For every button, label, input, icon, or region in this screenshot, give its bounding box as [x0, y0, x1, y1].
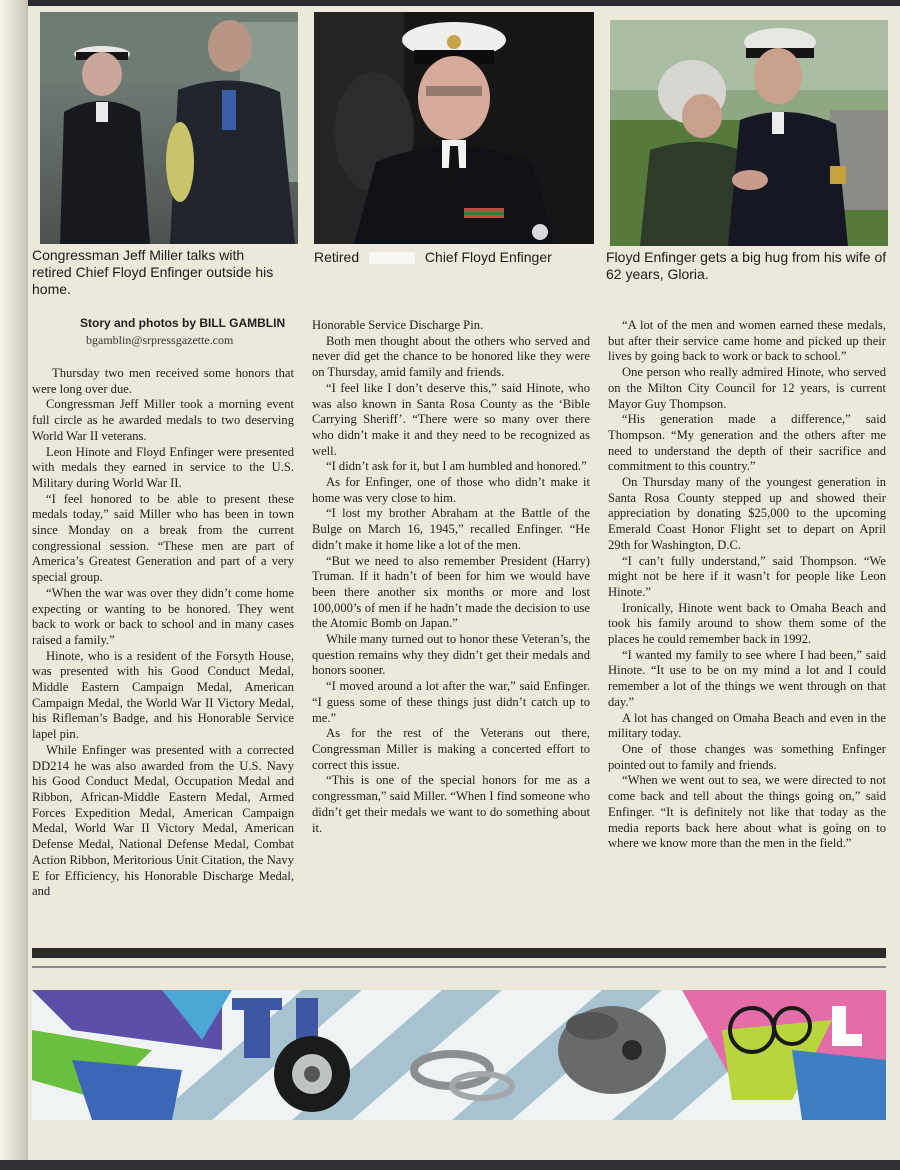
article-paragraph: “But we need to also remember President (Harry) Truman. If it hadn’t of been for him we would have been there another six months or more and lost 100,000’s of men if he hadn’t made the decision to use the Atomic Bomb on Japan.”	[312, 553, 590, 631]
page-spine	[0, 0, 28, 1170]
caption-photo1: Congressman Jeff Miller talks with retired Chief Floyd Enfinger outside his home.	[32, 247, 274, 297]
article-paragraph: “His generation made a difference,” said Thompson. “My generation and the others after me need to understand the depth of their sacrifice and commitment to this country.”	[608, 412, 886, 474]
caption-photo2-part2: Chief Floyd Enfinger	[424, 249, 552, 265]
caption-photo2	[314, 249, 594, 266]
article-paragraph: While many turned out to honor these Veteran’s, the question remains why they didn’t get their medals and honors sooner.	[312, 632, 590, 678]
caption-photo2-part1: Retired	[314, 249, 360, 265]
caption-photo3: Floyd Enfinger gets a big hug from his wife of 62 years, Gloria.	[606, 249, 887, 282]
article-paragraph: “When the war was over they didn’t come home expecting or wanting to be honored. They went back to work or back to school and in many cases raised a family.”	[32, 585, 294, 647]
article-paragraph: “I can’t fully understand,” said Thompson. “We might not be here if it wasn’t for people like Leon Hinote.”	[608, 553, 886, 599]
article-column-1	[32, 366, 294, 899]
article-paragraph: “I lost my brother Abraham at the Battle of the Bulge on March 16, 1945,” recalled Enfinger. “He didn’t make it home like a lot of the men.	[312, 506, 590, 552]
article-paragraph: “I feel like I don’t deserve this,” said Hinote, who was also known in Santa Rosa County as the ‘Bible Carrying Sheriff’. “There were so many over there who didn’t make it and they need to be recognized as well.	[312, 380, 590, 458]
byline-title: Story and photos by BILL GAMBLIN	[80, 316, 286, 330]
section-divider-thin	[32, 966, 886, 968]
article-paragraph: While Enfinger was presented with a corrected DD214 he was also awarded from the U.S. Navy his Good Conduct Medal, Occupation Medal and Ribbon, African-Middle Eastern Medal, Armed Forces Expedition Medal, American Campaign Medal, World War II Victory Medal, American Defense Medal, National Defense Medal, Combat Action Ribbon, Meritorious Unit Citation, the Navy E for Efficiency, his Honorable Discharge Medal, and	[32, 742, 294, 899]
article-paragraph: Thursday two men received some honors that were long over due.	[32, 366, 294, 396]
article-paragraph: On Thursday many of the youngest generation in Santa Rosa County stepped up and showed their appreciation by donating $25,000 to the upcoming Emerald Coast Honor Flight set to depart on April 29th for Washington, D.C.	[608, 475, 886, 552]
article-paragraph: As for Enfinger, one of those who didn’t make it home was very close to him.	[312, 475, 590, 505]
article-paragraph: Leon Hinote and Floyd Enfinger were presented with medals they earned in service to the U.S. Military during World War II.	[32, 444, 294, 490]
article-paragraph: “This is one of the special honors for me as a congressman,” said Miller. “When I find someone who didn’t get their medals we want to do something about it.	[312, 773, 590, 835]
article-paragraph: Both men thought about the others who served and never did get the chance to be honored like they were on Thursday, amid family and friends.	[312, 333, 590, 380]
article-paragraph: Congressman Jeff Miller took a morning event full circle as he awarded medals to two deserving World War II veterans.	[32, 397, 294, 443]
scan-edge-bottom	[0, 1160, 900, 1170]
article-paragraph: “I moved around a lot after the war,” said Enfinger. “I guess some of these things just didn’t catch up to me.”	[312, 679, 590, 725]
article-paragraph: Ironically, Hinote went back to Omaha Beach and took his family around to show them some of the places he could remember back in 1992.	[608, 600, 886, 647]
article-paragraph: A lot has changed on Omaha Beach and even in the military today.	[608, 710, 886, 741]
photo-chief-portrait	[314, 12, 594, 244]
article-paragraph: Hinote, who is a resident of the Forsyth House, was presented with his Good Conduct Medal, Middle Eastern Campaign Medal, American Campaign Medal, the World War II Victory Medal, his Rifleman’s Badge, and his Honorable Service lapel pin.	[32, 648, 294, 742]
article-paragraph: One person who really admired Hinote, who served on the Milton City Council for 12 years, is current Mayor Guy Thompson.	[608, 365, 886, 411]
article-paragraph: “A lot of the men and women earned these medals, but after their service came home and picked up their lives by going back to work or back to school.”	[608, 318, 886, 364]
caption-redaction	[369, 252, 415, 264]
article-column-2	[312, 318, 590, 886]
article-column-3	[608, 318, 886, 890]
section-divider-thick	[32, 948, 886, 958]
article-paragraph: As for the rest of the Veterans out there, Congressman Miller is making a concerted effort to correct this issue.	[312, 726, 590, 772]
article-paragraph: “I didn’t ask for it, but I am humbled and honored.”	[326, 459, 587, 474]
advertisement-banner	[32, 990, 886, 1120]
article-paragraph: “I feel honored to be able to present these medals today,” said Miller who has been in town since Monday on a break from the current congressional session. “These men are part of America’s Greatest Generation and part of a very special group.	[32, 491, 294, 585]
article-paragraph: One of those changes was something Enfinger pointed out to family and friends.	[608, 741, 886, 772]
article-paragraph: “I wanted my family to see where I had been,” said Hinote. “It use to be on my mind a lot and I could remember a lot of the things we went through on that day.”	[608, 647, 886, 709]
article-paragraph: “When we went out to sea, we were directed to not come back and tell about the things going on,” said Enfinger. “It is definitely not like that today as the media reports back here about what is going on to where we know more than the men in the field.”	[608, 773, 886, 851]
article-paragraph: Honorable Service Discharge Pin.	[312, 318, 484, 332]
byline-email: bgamblin@srpressgazette.com	[86, 333, 234, 347]
photo-hug-gloria	[610, 20, 888, 246]
photo-miller-enfinger	[40, 12, 298, 244]
scan-edge-top	[0, 0, 900, 6]
